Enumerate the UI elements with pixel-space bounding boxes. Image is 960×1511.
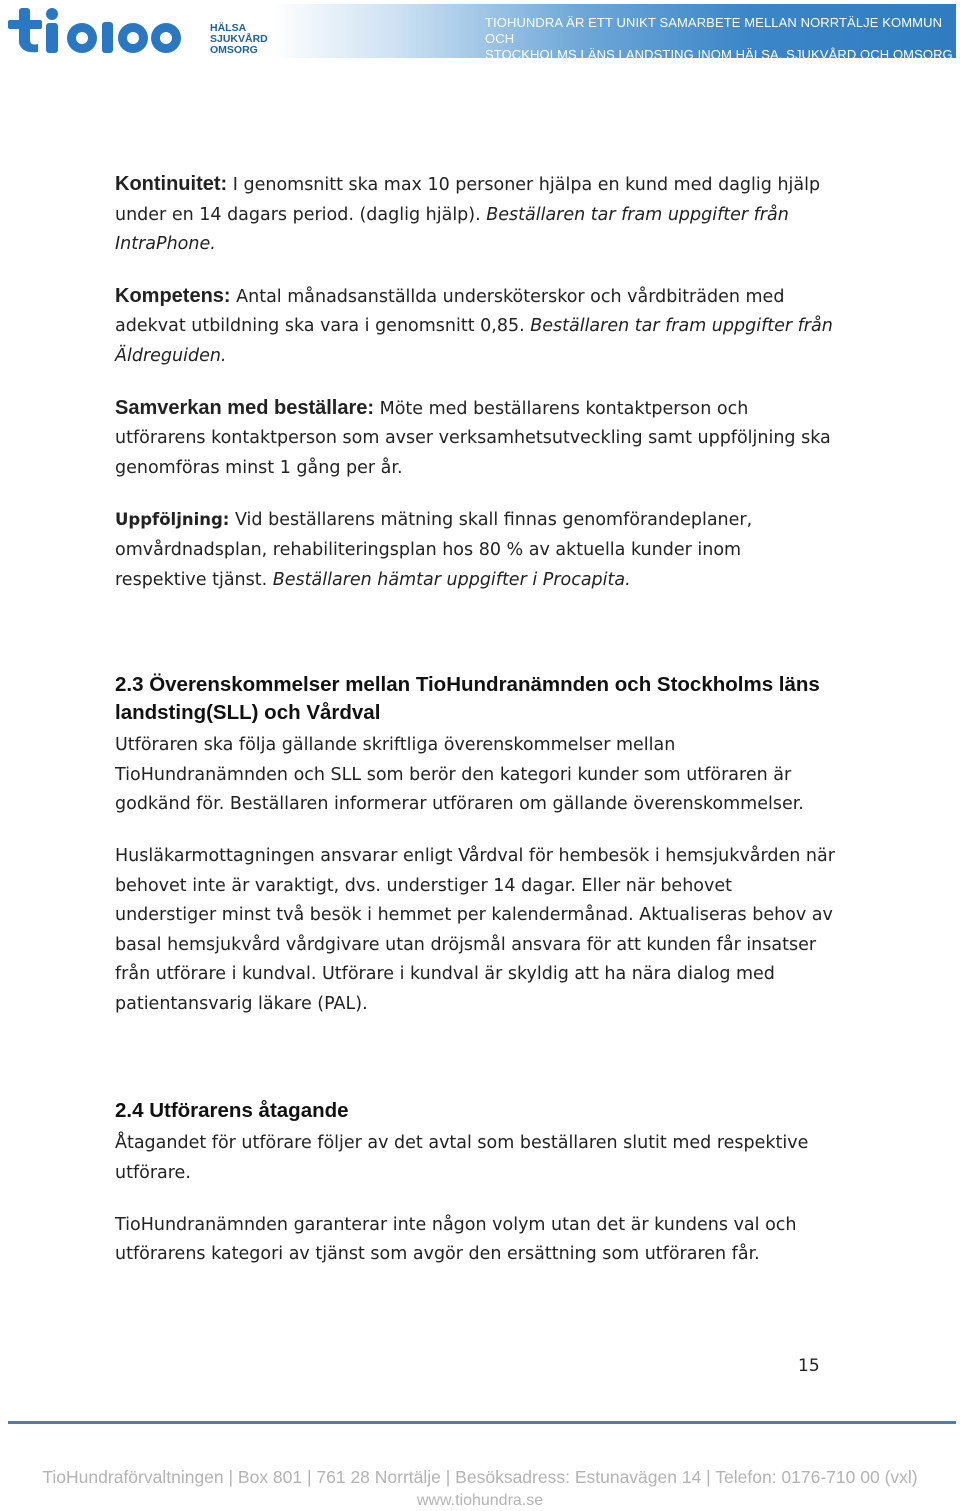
paragraph-kontinuitet (115, 170, 835, 260)
paragraph-text: Antal månadsanställda undersköterskor och vårdbiträden med adekvat utbildning ska vara i genomsnitt 0,85. (115, 286, 785, 337)
paragraph-italic: Beställaren tar fram uppgifter från Äldreguiden. (115, 316, 833, 366)
footer-address: TioHundraförvaltningen | Box 801 | 761 28 Norrtälje | Besöksadress: Estunavägen 14 | Telefon: 0176-710 00 (vxl) (42, 1467, 918, 1487)
section-2-4-paragraph: TioHundranämnden garanterar inte någon volym utan det är kundens val och utförarens kategori av tjänst som avgör den ersättning som utföraren får. (115, 1214, 797, 1265)
banner-text (485, 15, 955, 63)
section-2-3-paragraph: Utföraren ska följa gällande skriftliga överenskommelser mellan TioHundranämnden och SLL som berör den kategori kunder som utföraren är godkänd för. Beställaren informerar utföraren om gällande överenskommelser. (115, 735, 804, 815)
page-number: 15 (798, 1356, 820, 1376)
section-2-3-paragraph: Husläkarmottagningen ansvarar enligt Vårdval för hembesök i hemsjukvården när behovet inte är varaktigt, dvs. understiger 14 dagar. Eller när behovet understiger minst två besök i hemmet per kalendermånad. Aktualiseras behov av basal hemsjukvård vårdgivare utan dröjsmål ansvara för att kunden får insatser från utförare i kundval. Utförare i kundval är skyldig att ha nära dialog med patientansvarig läkare (PAL). (115, 845, 835, 1014)
paragraph-lead: Kompetens: (115, 284, 231, 307)
banner-line: TIOHUNDRA ÄR ETT UNIKT SAMARBETE MELLAN NORRTÄLJE KOMMUN OCH (485, 15, 943, 46)
paragraph-lead: Samverkan med beställare: (115, 396, 375, 419)
footer-divider (8, 1421, 956, 1424)
paragraph-text: Möte med beställarens kontaktperson och utförarens kontaktperson som avser verksamhetsutveckling samt uppföljning ska genomföras minst 1 gång per år. (115, 398, 831, 478)
banner-line: STOCKHOLMS LÄNS LANDSTING INOM HÄLSA, SJUKVÅRD OCH OMSORG (485, 47, 953, 62)
paragraph-kompetens (115, 282, 835, 372)
paragraph-uppfoljning (115, 505, 835, 595)
tiohundra-logo (6, 6, 266, 58)
section-2-4-paragraph: Åtagandet för utförare följer av det avtal som beställaren slutit med respektive utförare. (115, 1133, 809, 1184)
paragraph-samverkan (115, 394, 835, 484)
section-title-2-4: 2.4 Utförarens åtagande (115, 1099, 349, 1123)
paragraph-italic: Beställaren hämtar uppgifter i Procapita. (272, 569, 631, 590)
logo-mark-icon (6, 6, 206, 58)
logo-sub-line: SJUKVÅRD (210, 33, 268, 45)
paragraph-text: Vid beställarens mätning skall finnas genomförandeplaner, omvårdnadsplan, rehabiliteringsplan hos 80 % av aktuella kunder inom respektive tjänst. (115, 510, 753, 590)
logo-sub-line: OMSORG (210, 44, 258, 56)
footer-website: www.tiohundra.se (416, 1492, 544, 1509)
paragraph-lead: Uppföljning: (115, 510, 230, 530)
document-body (115, 170, 835, 1292)
paragraph-italic: Beställaren tar fram uppgifter från IntraPhone. (115, 204, 789, 255)
page-header (0, 0, 960, 62)
header-banner (270, 4, 956, 62)
logo-sub-line: HÄLSA (210, 22, 247, 34)
paragraph-text: I genomsnitt ska max 10 personer hjälpa en kund med daglig hjälp under en 14 dagars period. (daglig hjälp). (115, 175, 821, 225)
section-title-2-3: 2.3 Överenskommelser mellan TioHundranämnden och Stockholms läns landsting(SLL) och Vårdval (115, 673, 820, 725)
paragraph-lead: Kontinuitet: (115, 173, 228, 195)
